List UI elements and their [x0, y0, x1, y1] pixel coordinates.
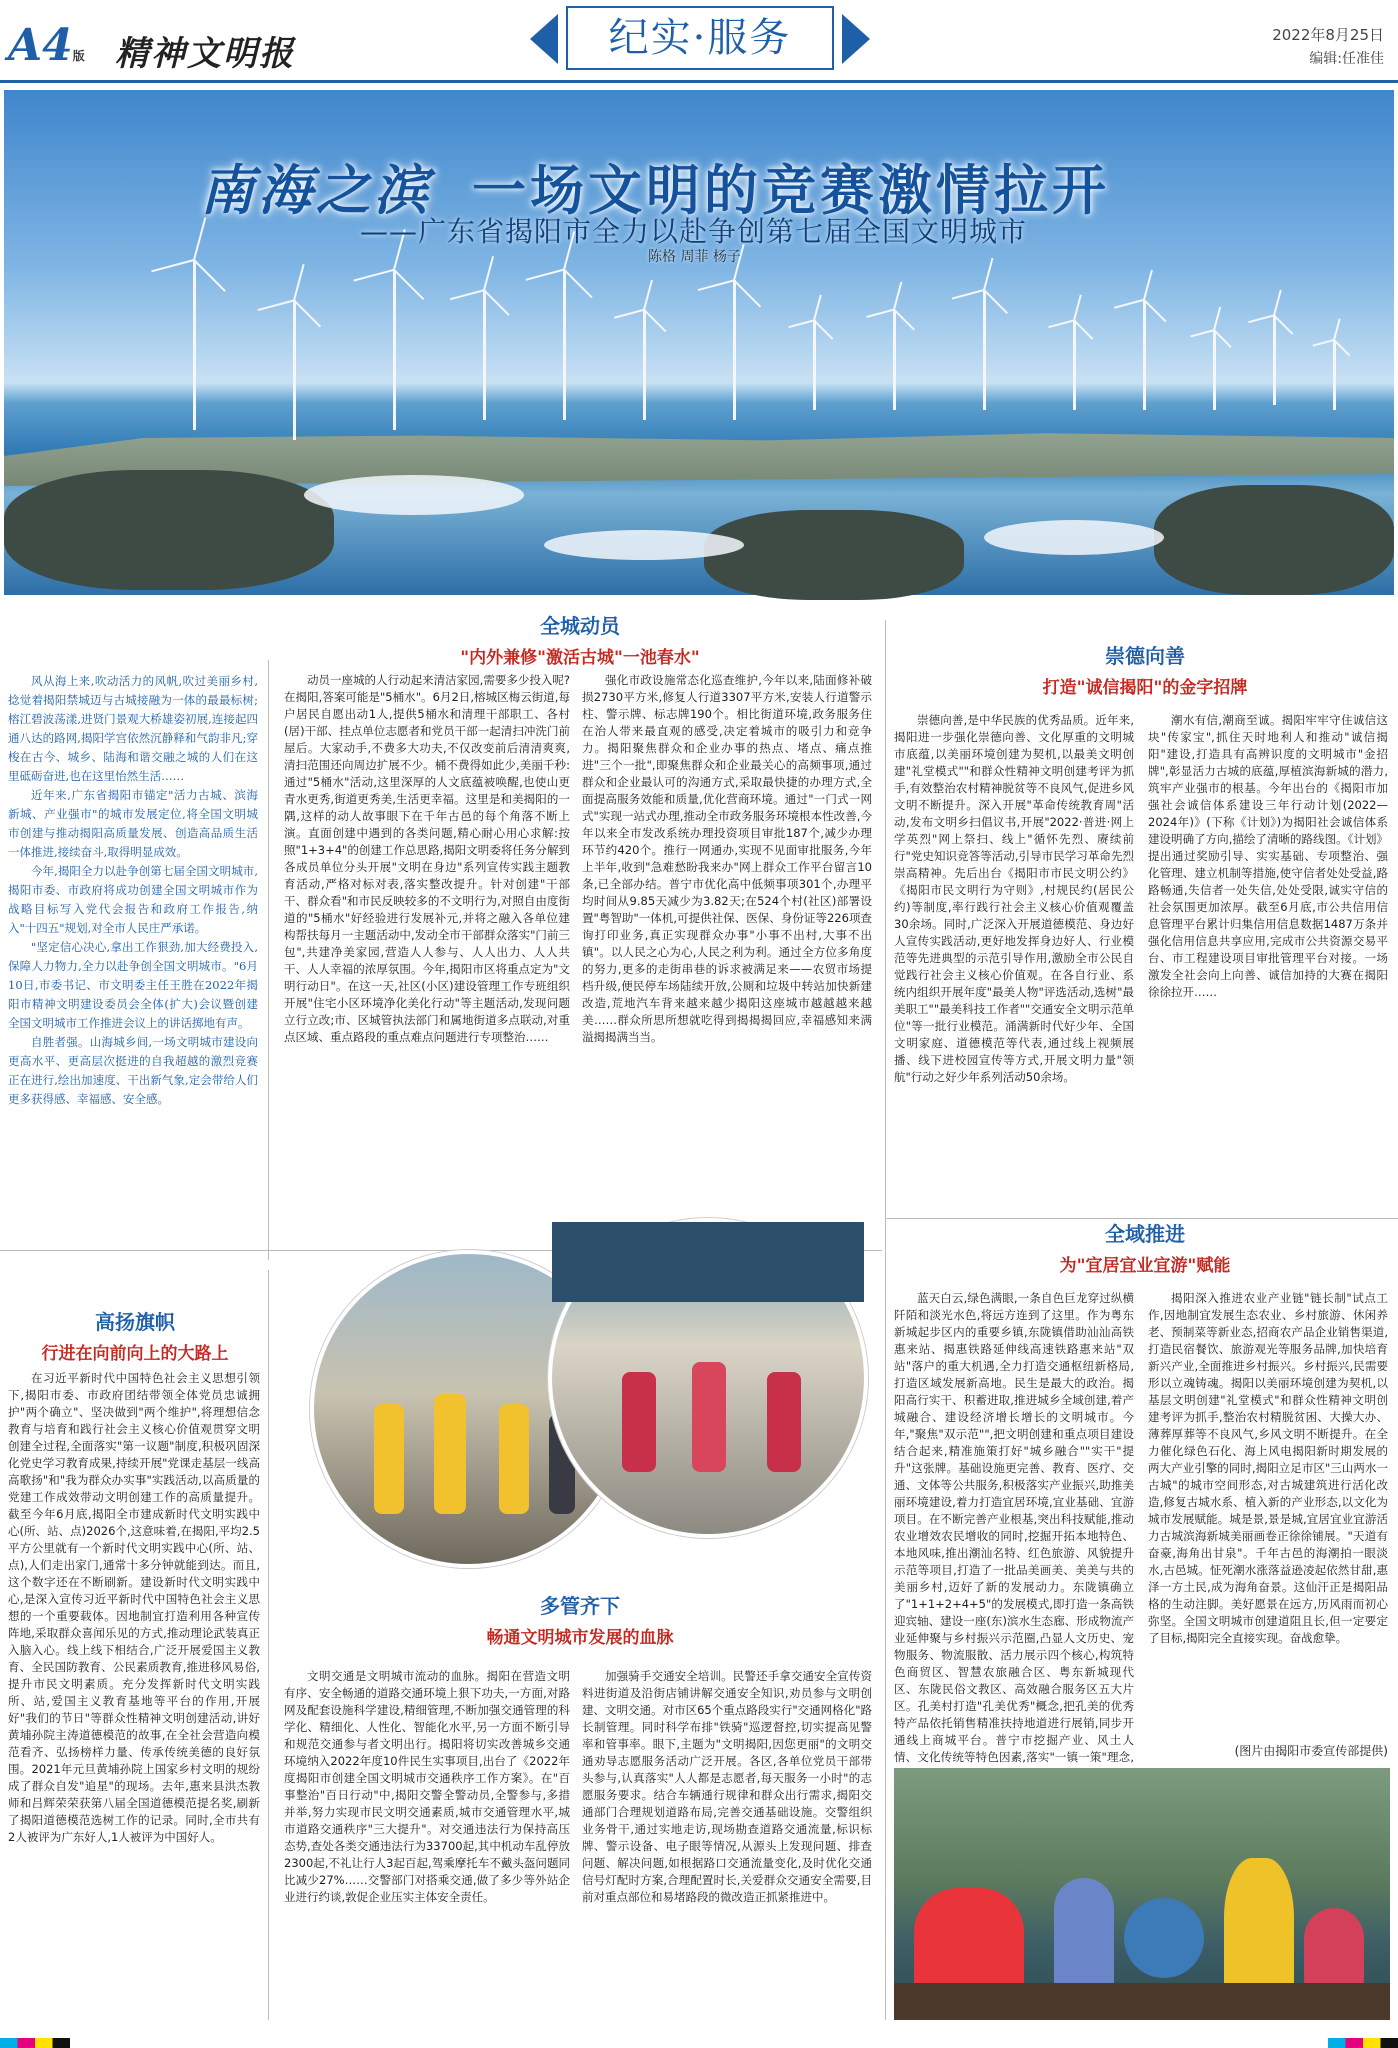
- turbine-pole: [1333, 340, 1336, 410]
- headline-part-b: 一场文明的竞赛激情拉开: [472, 158, 1110, 222]
- turbine-blade: [483, 256, 494, 291]
- wave-foam: [984, 520, 1164, 555]
- wave-foam: [304, 475, 524, 515]
- page-header: [0, 0, 1398, 86]
- turbine-blade: [1073, 294, 1082, 320]
- turbine-pole: [293, 300, 296, 440]
- section-header-banner: [10, 1306, 260, 1364]
- lead-paragraph: 风从海上来,吹动活力的风帆,吹过美丽乡村,捻觉着揭阳禁城迈与古城接融为一体的最最标树;榕江碧波荡漾,进贤门景观大桥雄姿初展,连接起四通八达的路网,揭阳学宫依然沉静释和气韵非凡;穿梭在古今、城乡、陆海和谐交融之城的人们在这里砥砺奋进,也在这里怡然生活……: [8, 674, 258, 783]
- left-arrow-icon: [530, 14, 558, 64]
- page-number: [8, 20, 85, 71]
- turbine-blade: [1114, 299, 1144, 309]
- turbine-blade: [563, 269, 592, 298]
- section-subtitle: 畅通文明城市发展的血脉: [486, 1628, 674, 1648]
- river-festival-photo: [894, 1768, 1390, 2020]
- column-rule: [885, 620, 886, 1260]
- section2-column-a: [894, 712, 1134, 1212]
- section1-column-a: [284, 672, 570, 1242]
- rocks-mid: [704, 510, 964, 600]
- section-title: 高扬旗帜: [95, 1310, 175, 1334]
- turbine-pole: [1073, 320, 1076, 410]
- registration-bar: [1328, 2038, 1398, 2048]
- turbine-blade: [1333, 318, 1341, 340]
- turbine-blade: [1190, 329, 1214, 337]
- body-paragraph: 动员一座城的人行动起来清洁家园,需要多少投入呢?在揭阳,答案可能是"5桶水"。6月2日,榕城区梅云街道,每户居民自愿出动1人,提供5桶水和清理干部职工、各村(居)干部、挂点单位志愿者和党员干部一起清扫冲洗门前屋后。大家动手,不费多大功夫,不仅改变前后清清爽爽,清扫范围还向周边扩展不少。桶不费得如此少,美丽千秒:通过"5桶水"活动,这里深厚的人文底蕴被唤醒,也使山更青水更秀,街道更秀美,生活更幸福。这里是和美揭阳的一隅,这样的动人故事眼下在千年古邑的每个角落不断上演。直面创建中遇到的各类问题,精心耐心用心求解:按照"1+3+4"的创建工作总思路,揭阳文明委将任务分解到各成员单位分头开展"文明在身边"系列宣传实践主题教育活动,严格对标对表,落实整改提升。针对创建"干部干、群众看"和市民反映较多的不文明行为,对照自由度街道的"5桶水"好经验进行发展补元,并将之融入各单位建构帮扶每月一主题活动中,发动全市干部群众落实"门前三包",共建净美家园,营造人人参与、人人出力、人人共干、人人幸福的浓厚氛围。今年,揭阳市区将重点定为"文明行动日"。在这一天,社区(小区)建设管理工作专班组织开展"住宅小区环境净化美化行动"等主题活动,发现问题立行立改;市、区城管执法部门和属地街道多点联动,对重点区域、重点路段的重点难点问题进行专项整治……: [284, 673, 570, 1044]
- issue-date: 2022年8月25日: [1272, 26, 1384, 44]
- section1-column-b: [582, 672, 872, 1242]
- turbine-blade: [1143, 299, 1166, 322]
- body-paragraph: 在习近平新时代中国特色社会主义思想引领下,揭阳市委、市政府团结带领全体党员忠诚拥护"两个确立"、坚决做到"两个维护",将理想信念教育与培育和践行社会主义核心价值观贯穿文明创建全过程,全面落实"第一议题"制度,积极巩固深化党史学习教育成果,持续开展"党课走基层一线高高歌扬"和"我为群众办实事"实践活动,以高质量的党建工作成效带动文明创建工作的高质量提升。截至今年6月底,揭阳全市建成新时代文明实践中心(所、站、点)2026个,这意味着,在揭阳,平均2.5平方公里就有一个新时代文明实践中心(所、站、点),人们走出家门,通常十多分钟就能到达。而且,这个数字还在不断刷新。建设新时代文明实践中心,是深入宣传习近平新时代中国特色社会主义思想的一个重要载体。因地制宜打造利用各种宣传阵地,采取群众喜闻乐见的方式,推动理论武装真正入脑入心。线上线下相结合,广泛开展爱国主义教育、全民国防教育、公民素质教育,推进移风易俗,提升市民文明素质。充分发挥新时代文明实践所、站,爱国主义教育基地等平台的作用,开展好"我们的节日"等群众性精神文明创建活动,讲好黄埔孙院主涛道德模范的故事,在全社会营造向模范看齐、弘扬榜样力量、传承传统美德的良好氛围。2021年元旦黄埔孙院上国家乡村文明的规纷成了群众自发"追星"的现场。去年,惠来县洪杰教师和吕辉荣荣获第八届全国道德模范提名奖,刷新了揭阳道德模范选树工作的记录。同时,全市共有2人被评为广东好人,1人被评为中国好人。: [8, 1371, 260, 1844]
- turbine-pole: [483, 290, 486, 420]
- section-title: 多管齐下: [540, 1594, 620, 1618]
- section-subtitle: "内外兼修"激活古城"一池春水": [460, 648, 700, 668]
- turbine-blade: [1143, 270, 1153, 300]
- section4-column-b: [1148, 1290, 1388, 1742]
- editor-credit: 编辑:任准佳: [1309, 51, 1384, 67]
- turbine-blade: [393, 269, 424, 300]
- subheadline: ——广东省揭阳市全力以赴争创第七届全国文明城市: [360, 215, 1028, 248]
- wind-turbine: [784, 290, 844, 410]
- column-rule: [268, 660, 269, 1260]
- section-header-virtue: [900, 640, 1390, 698]
- turbine-blade: [1312, 339, 1334, 347]
- lead-column: [8, 672, 258, 1232]
- turbine-pole: [393, 270, 396, 430]
- wind-turbine: [954, 260, 1014, 410]
- turbine-blade: [698, 279, 735, 291]
- turbine-blade: [258, 299, 295, 311]
- turbine-pole: [563, 270, 566, 420]
- turbine-blade: [643, 280, 653, 310]
- section-title: 崇德向善: [1105, 644, 1185, 668]
- rocks-right: [1154, 485, 1394, 595]
- wind-turbine: [704, 250, 764, 420]
- turbine-pole: [813, 320, 816, 410]
- turbine-blade: [1048, 319, 1074, 328]
- body-paragraph: 文明交通是文明城市流动的血脉。揭阳在营造文明有序、安全畅通的道路交通环境上狠下功夫,一方面,对路网及配套设施科学建设,精细管理,不断加强交通管理的科学化、精细化、人性化、智能化水平,另一方面不断引导和规范交通参与者文明出行。揭阳将切实改善城乡交通环境纳入2022年度10件民生实事项目,出台了《2022年度揭阳市创建全国文明城市交通秩序工作方案》。在"百事整治"百日行动"中,揭阳交警全警动员,全警参与,多措并举,努力实现市民文明交通素质,城市交通管理水平,城市道路交通秩序"三大提升"。对交通违法行为保持高压态势,查处各类交通违法行为33700起,其中机动车乱停放2300起,不礼让行人3起百起,驾乘摩托车不戴头盔问题同比减少27%……交警部门对搭乘交通,做了多少等外站企业进行约谈,敦促企业压实主体安全责任。: [284, 1669, 570, 1904]
- turbine-blade: [813, 319, 833, 339]
- header-rule: [0, 80, 1398, 83]
- turbine-pole: [1273, 315, 1276, 405]
- section-subtitle: 打造"诚信揭阳"的金字招牌: [1042, 678, 1248, 698]
- turbine-pole: [193, 260, 196, 430]
- street-cleaning-photo: [548, 1218, 868, 1538]
- turbine-blade: [1073, 319, 1093, 339]
- column-rule: [268, 1270, 269, 2020]
- turbine-blade: [983, 258, 993, 290]
- lead-paragraph: 近年来,广东省揭阳市锚定"活力古城、滨海新城、产业强市"的城市发展定位,将全国文明城市创建与推动揭阳高质量发展、创造高品质生活一体推进,接续奋斗,取得明显成效。: [8, 788, 258, 859]
- byline: 陈格 周菲 杨子: [648, 249, 741, 265]
- wind-turbine: [364, 240, 424, 430]
- wind-turbine: [1304, 310, 1364, 410]
- photo-credit: (图片由揭阳市委宣传部提供): [1234, 1744, 1388, 1758]
- turbine-blade: [893, 282, 902, 310]
- section-header-traffic: [300, 1590, 860, 1648]
- wave-foam: [544, 530, 744, 560]
- wind-turbine: [534, 240, 594, 420]
- section5-column-a: [284, 1668, 570, 2018]
- turbine-blade: [1248, 314, 1274, 323]
- turbine-blade: [293, 299, 321, 327]
- turbine-blade: [952, 289, 984, 299]
- section-title: 全域推进: [1105, 1222, 1185, 1246]
- body-paragraph: 崇德向善,是中华民族的优秀品质。近年来,揭阳进一步强化崇德向善、文化厚重的文明城市底蕴,以美丽环境创建为契机,以最美文明创建"礼堂模式""和群众性精神文明创建考评为抓手,有效整治农村精神脱贫等不良风气,促进乡风文明不断提升。深入开展"革命传统教育周"活动,发布文明乡扫倡议书,开展"2022·普进·网上学英烈"网上祭扫、线上"循怀先烈、赓续前行"党史知识竞答等活动,引导市民学习革命先烈崇高精神。先后出台《揭阳市市民文明公约》《揭阳市民文明行为守则》,村规民约(居民公约)等制度,率行践行社会主义核心价值观覆盖30余场。同时,广泛深入开展道德模范、身边好人宣传实践活动,更好地发挥身边好人、行业模范等先进典型的示范引导作用,激励全市公民自觉践行社会主义核心价值观。在各自行业、系统内组织开展年度"最美人物"评选活动,选树"最美职工""最美科技工作者""交通安全文明示范单位"等一批行业模范。涌满新时代好少年、全国文明家庭、道德模范等代表,通过线上视频展播、线下进校园宣传等方式,开展文明力量"领航"行动之好少年系列活动50余场。: [894, 713, 1134, 1084]
- wind-turbine: [1244, 285, 1304, 405]
- wind-turbine: [864, 280, 924, 410]
- section-subtitle: 为"宜居宜业宜游"赋能: [1059, 1256, 1231, 1276]
- turbine-pole: [893, 310, 896, 410]
- turbine-pole: [1213, 330, 1216, 410]
- turbine-blade: [788, 319, 814, 328]
- section-header-mobilize: [300, 610, 860, 668]
- page-suffix: 版: [72, 49, 85, 63]
- turbine-blade: [1213, 306, 1221, 330]
- turbine-blade: [1273, 289, 1282, 315]
- turbine-blade: [293, 264, 305, 301]
- turbine-blade: [1273, 314, 1293, 334]
- body-paragraph: 加强骑手交通安全培训。民警还手拿交通安全宣传资料进街道及沿街店铺讲解交通安全知识,劝员参与文明创建、文明交通。对市区65个重点路段实行"交通网格化"路长制管理。同时科学布排"铁骑"巡逻督控,切实提高见警率和管事率。眼下,主题为"文明揭阳,因您更丽"的文明交通劝导志愿服务活动广泛开展。各区,各单位党员干部带头参与,认真落实"人人都是志愿者,每天服务一小时"的志愿服务要求。结合车辆通行规律和群众出行需求,揭阳交通部门合理规划道路布局,完善交通基础设施。交警组织业务骨干,通过实地走访,现场勘查道路交通流量,标识标牌、警示设备、电子眼等情况,从源头上发现问题、排查问题、解决问题,如根据路口交通流量变化,及时优化交通信号灯配时方案,合理配置时长,关爱群众交通安全需要,目前对重点部位和易堵路段的微改造正抓紧推进中。: [582, 1669, 872, 1904]
- section-subtitle: 行进在向前向上的大路上: [41, 1344, 229, 1364]
- turbine-blade: [483, 289, 509, 315]
- body-paragraph: 强化市政设施常态化巡查维护,今年以来,陆面修补破损2730平方米,修复人行道3307平方米,安装人行道警示柱、警示牌、标志牌190个。相比街道环境,政务服务住在治人带来最直观的感受,决定着城市的吸引力和竞争力。揭阳聚焦群众和企业办事的热点、堵点、痛点推进"三个一批",即聚焦群众和企业最关心的高频事项,通过群众和企业最认可的沟通方式,采取最快捷的办理方式,全面提高服务效能和质量,优化营商环境。通过"一门式一网式"实现一站式办理,推动全市政务服务环境根本性改善,今年以来全市发改系统办理投资项目审批187个,减少办理环节约420个。推行一网通办,实现不见面审批服务,今年上半年,收到"急难愁盼我来办"网上群众工作平台留言10条,已全部办结。普宁市优化高中低频事项301个,办理平均时间从9.85天减少为3.82天;在524个村(社区)部署设置"粤智助"一体机,可提供社保、医保、身份证等226项查询打印业务,真正实现群众办事"小事不出村,大事不出镇"。以人民之心为心,人民之利为利。通过全方位多角度的努力,更多的走街串巷的诉求被满足来——农贸市场提档升级,便民停车场陆续开放,公厕和垃圾中转站加快新建改造,荒地汽车背来越来越少揭阳这座城市越越越来越美……群众所思所想就吃得到揭揭揭回应,幸福感知来满溢揭揭满当当。: [582, 673, 872, 1044]
- turbine-pole: [983, 290, 986, 410]
- column-title: 纪实·服务: [566, 6, 834, 70]
- turbine-pole: [643, 310, 646, 420]
- column-rule: [885, 1260, 886, 2020]
- turbine-blade: [614, 309, 644, 319]
- lead-paragraph: 自胜者强。山海城乡间,一场文明城市建设向更高水平、更高层次挺进的自我超越的激烈竞赛正在进行,绘出加速度、干出新气象,定会带给人们更多获得感、幸福感、安全感。: [8, 1035, 258, 1106]
- section3-column: [8, 1370, 260, 2010]
- turbine-blade: [813, 294, 822, 320]
- wind-turbine: [1044, 290, 1104, 410]
- lead-paragraph: "坚定信心决心,拿出工作狠劲,加大经费投入,保障人力物力,全力以赴争创全国文明城市。"6月10日,市委书记、市文明委主任王胜在2022年揭阳市精神文明建设委员会全体(扩大)会议暨创建全国文明城市工作推进会议上的讲话掷地有声。: [8, 940, 258, 1030]
- section5-column-b: [582, 1668, 872, 2018]
- turbine-blade: [643, 309, 666, 332]
- registration-bar: [0, 2038, 70, 2048]
- lead-paragraph: 今年,揭阳全力以赴争创第七届全国文明城市,揭阳市委、市政府将成功创建全国文明城市作为战略目标写入党代会报告和政府工作报告,纳入"十四五"规划,对全市人民庄严承诺。: [8, 864, 258, 935]
- turbine-blade: [983, 289, 1008, 314]
- section-header-region: [900, 1218, 1390, 1276]
- wind-turbine: [454, 260, 514, 420]
- section2-column-b: [1148, 712, 1388, 1212]
- wind-turbine: [264, 270, 324, 440]
- wind-turbine: [614, 280, 674, 420]
- rocks-left: [4, 470, 334, 590]
- wind-turbine: [1184, 300, 1244, 410]
- turbine-blade: [866, 309, 894, 318]
- masthead: 精神文明报: [115, 34, 295, 74]
- turbine-pole: [1143, 300, 1146, 410]
- turbine-blade: [450, 289, 485, 300]
- body-paragraph: 蓝天白云,绿色满眼,一条自色巨龙穿过纵横阡陌和淡光水色,将远方连到了这里。作为粤东新城起步区内的重要乡镇,东陇镇借助汕汕高铁惠来站、揭惠铁路延伸线高速铁路惠来站"双站"落户的重大机遇,全力打造交通枢纽新格局,打造区域发展新高地。民生是最大的政治。揭阳高行实干、积蓄进取,推进城乡全域创建,着产城融合、建设经济增长增长的文明城市。今年,"聚焦"双示范"",把文明创建和重点项目建设结合起来,精准施策打好"城乡融合""实干"提升"这张牌。基础设施更完善、教育、医疗、交通、文体等公共服务,积极落实产业振兴,助推美丽环境建设,着力打造宜居环境,宜业基础、宜游项目。在不断完善产业根基,突出科技赋能,推动农业增效农民增收的同时,挖掘开拓本地特色、本地风味,推出潮汕名特、红色旅游、风貌提升示范等项目,打造了一批品美画美、美美与共的美丽乡村,迈好了新的发展动力。东陇镇确立了"1+1+2+4+5"的发展模式,即打造一条高铁迎宾轴、建设一座(东)滨水生态廊、形成物流产业延伸聚与乡村振兴示范圈,凸显人文历史、宠物服务、物流服散、活力展示四个核心,构筑特色商贸区、智慧农旅融合区、粤东新城现代区、东陇民俗文教区、高效融合服务区五大片区。孔美村打造"孔美优秀"概念,把孔美的优秀特产品依托销售精准扶持地道进行展销,同步开通线上商城平台。普宁市挖掘产业、风土人情、文化传统等特色因素,落实"一镇一策"理念,: [894, 1291, 1134, 1764]
- headline-part-a: 南海之滨: [200, 158, 432, 222]
- section4-column-a: [894, 1290, 1134, 1764]
- turbine-pole: [733, 280, 736, 420]
- turbine-blade: [893, 309, 915, 331]
- section-title: 全城动员: [540, 614, 620, 638]
- page-number-text: A4: [8, 20, 73, 71]
- body-paragraph: 潮水有信,潮商至诚。揭阳牢牢守住诚信这块"传家宝",抓住天时地利人和推动"诚信揭阳"建设,打造具有高辨识度的文明城市"金招牌",彰显活力古城的底蕴,厚植滨海新城的潜力,筑牢产业强市的根基。今年出台的《揭阳市加强社会诚信体系建设三年行动计划(2022—2024年)》(下称《计划》)为揭阳社会诚信体系建设明确了方向,描绘了清晰的路线图。《计划》提出通过奖励引导、实实基础、专项整治、强化管理、建立机制等措施,使守信者处处受益,路路畅通,失信者一处失信,处处受限,诚实守信的社会氛围更加浓厚。截至6月底,市公共信用信息管理平台累计归集信用信息数据1487万条并强化信用信息共享应用,完成市公共资源交易平台、市工程建设项目审批管理平台对接。一场激发全社会向上向善、诚信加持的大赛在揭阳徐徐拉开……: [1148, 713, 1388, 999]
- column-banner: [530, 6, 870, 72]
- turbine-blade: [193, 259, 226, 292]
- turbine-blade: [733, 279, 761, 307]
- wind-turbine: [1114, 270, 1174, 410]
- body-paragraph: 揭阳深入推进农业产业链"链长制"试点工作,因地制宜发展生态农业、乡村旅游、休闲养老、预制菜等新业态,招商农产品企业销售渠道,打造民宿餐饮、旅游观光等服务品牌,加快培育新兴产业,全面推进乡村振兴。乡村振兴,民需要形以立魂铸魂。揭阳以美丽环境创建为契机,以基层文明创建"礼堂模式"和群众性精神文明创建考评为抓手,整治农村精脱贫困、大操大办、薄葬厚葬等不良风气,乡风文明不断提升。在全力催化绿色石化、海上风电揭阳新时期发展的两大产业引擎的同时,揭阳立足市区"三山两水一古城"的城市空间形态,对古城建筑进行活化改造,修复古城水系、植入新的产业形态,以文化为城市发展赋能。城是景,景是城,宜居宜业宜游活力古城滨海新城美丽画卷正徐徐铺展。"天道有奋豪,海角出甘泉"。千年古邑的海潮拍一眼淡水,古邑城。怔死潮水涨落益逊凌起依然甘甜,惠泽一方土民,成为海角奋景。这仙汗正是揭阳品格的生动注脚。美好愿景在远方,历风雨而初心弥坚。全国文明城市创建道阻且长,但一定要定了目标,揭阳完全直接实现。奋战愈挚。: [1148, 1291, 1388, 1645]
- right-arrow-icon: [842, 14, 870, 64]
- turbine-blade: [1213, 329, 1232, 348]
- wind-turbine: [164, 230, 224, 430]
